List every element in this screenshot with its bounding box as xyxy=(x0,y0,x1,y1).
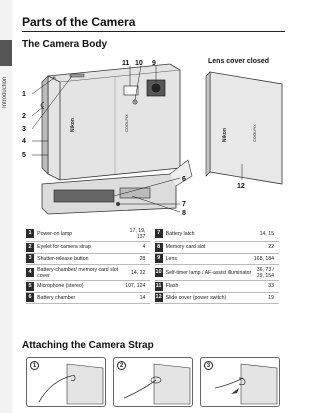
callout-9: 9 xyxy=(152,60,156,67)
camera-brand-logo: Nikon xyxy=(70,118,76,132)
part-number-cell xyxy=(26,281,34,293)
part-number-badge: 11 xyxy=(155,282,162,289)
strap-step-panel xyxy=(26,357,106,407)
callout-5: 5 xyxy=(22,152,26,159)
part-number-cell xyxy=(26,292,34,304)
step-number: 3 xyxy=(204,361,213,370)
part-number-badge: 7 xyxy=(155,229,163,238)
part-number-badge: 8 xyxy=(155,243,163,252)
part-number-badge: 6 xyxy=(26,293,34,302)
part-number-badge: 5 xyxy=(26,282,34,291)
camera-model-logo: COOLPIX xyxy=(124,114,129,132)
part-number-cell xyxy=(26,253,34,265)
part-number-badge: 3 xyxy=(26,254,34,263)
part-name: Shutter-release button xyxy=(34,253,124,265)
parts-table-row xyxy=(26,253,279,265)
part-number-badge: 10 xyxy=(155,269,162,275)
shutter-release-button xyxy=(70,74,84,77)
callout-2: 2 xyxy=(22,113,26,120)
battery xyxy=(54,190,114,202)
part-name: Eyelet for camera strap xyxy=(34,242,124,254)
part-number-cell xyxy=(155,292,163,304)
camera-body-diagram xyxy=(20,56,290,216)
part-number-cell xyxy=(26,242,34,254)
lens-cover-closed-heading: Lens cover closed xyxy=(208,58,270,65)
step-number: 2 xyxy=(117,361,126,370)
part-name: Flash xyxy=(163,281,253,293)
camera-lens-closed-illustration xyxy=(206,72,282,184)
part-pages: 14, 15 xyxy=(252,226,279,242)
callout-10: 10 xyxy=(135,60,143,67)
part-pages: 14, 22 xyxy=(124,265,151,281)
self-timer-lamp xyxy=(133,100,137,104)
callout-4: 4 xyxy=(22,138,26,145)
callout-11: 11 xyxy=(122,60,130,67)
step-number: 1 xyxy=(30,361,39,370)
strap-step-panel xyxy=(200,357,280,407)
part-name: Battery chamber xyxy=(34,292,124,304)
part-number-cell xyxy=(155,253,163,265)
part-number-cell xyxy=(26,226,34,242)
part-number-badge: 1 xyxy=(26,229,34,238)
part-number-badge: 2 xyxy=(26,243,34,252)
parts-table-row xyxy=(26,226,279,242)
part-pages: 33 xyxy=(252,281,279,293)
lens-closed-brand-logo: Nikon xyxy=(222,128,228,142)
parts-table xyxy=(26,226,279,304)
part-name: Battery-chamber/ memory card slot cover xyxy=(34,265,124,281)
callout-8: 8 xyxy=(182,210,186,216)
part-pages: 17, 19, 137 xyxy=(124,226,151,242)
part-number-cell xyxy=(155,281,163,293)
callout-1: 1 xyxy=(22,91,26,98)
part-name: Battery latch xyxy=(163,226,253,242)
strap-steps xyxy=(26,357,280,407)
part-number-badge: 9 xyxy=(155,254,163,263)
part-pages: 28 xyxy=(124,253,151,265)
parts-table-row xyxy=(26,242,279,254)
callout-12: 12 xyxy=(237,183,245,190)
parts-table-row xyxy=(26,265,279,281)
part-pages: 19 xyxy=(252,292,279,304)
strap-heading: Attaching the Camera Strap xyxy=(22,340,154,351)
part-pages: 107, 124 xyxy=(124,281,151,293)
part-name: Memory card slot xyxy=(163,242,253,254)
callout-7: 7 xyxy=(182,201,186,208)
part-pages: 36, 73 / 29, 154 xyxy=(252,265,279,281)
part-number-badge: 12 xyxy=(155,294,162,301)
callout-6: 6 xyxy=(182,176,186,183)
camera-front-illustration xyxy=(41,64,180,180)
callout-3: 3 xyxy=(22,126,26,133)
parts-table-row xyxy=(26,292,279,304)
page-header xyxy=(22,14,285,32)
part-name: Self-timer lamp / AF-assist illuminator xyxy=(163,265,253,281)
part-name: Microphone (stereo) xyxy=(34,281,124,293)
part-pages: 4 xyxy=(124,242,151,254)
lens-closed-model-logo: COOLPIX xyxy=(252,124,257,142)
part-name: Lens xyxy=(163,253,253,265)
parts-table-row xyxy=(26,281,279,293)
section-tab-label: Introduction xyxy=(2,76,8,108)
section-tab-marker xyxy=(0,40,12,66)
part-name: Slide cover (power switch) xyxy=(163,292,253,304)
part-number-cell xyxy=(155,242,163,254)
part-pages: 14 xyxy=(124,292,151,304)
strap-step-panel xyxy=(113,357,193,407)
part-pages: 168, 184 xyxy=(252,253,279,265)
part-number-badge: 4 xyxy=(26,268,34,277)
part-number-cell xyxy=(26,265,34,281)
page-title: Parts of the Camera xyxy=(22,15,136,29)
part-name: Power-on lamp xyxy=(34,226,124,242)
part-number-cell xyxy=(155,265,163,281)
camera-body-heading: The Camera Body xyxy=(22,39,108,50)
part-number-cell xyxy=(155,226,163,242)
part-pages: 22 xyxy=(252,242,279,254)
